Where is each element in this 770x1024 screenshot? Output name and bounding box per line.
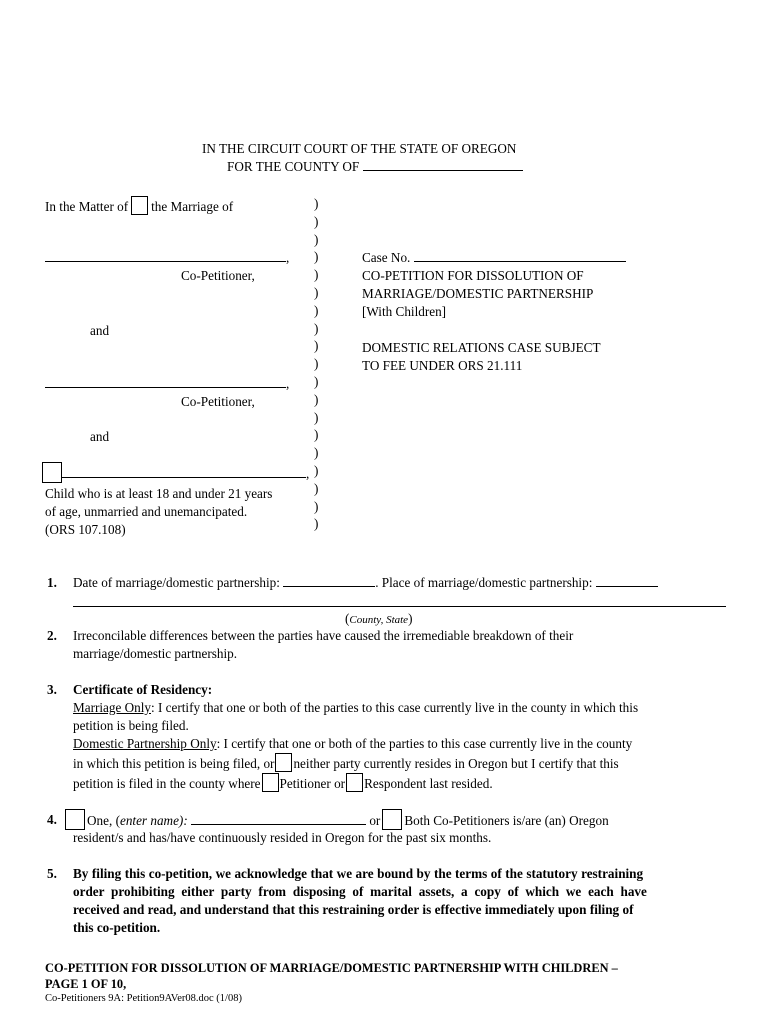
- both-label: Both Co-Petitioners is/are (an) Oregon: [404, 813, 609, 828]
- marriage-only-line-2: petition is being filed.: [73, 718, 189, 733]
- co-petitioner-1-line: [45, 249, 289, 267]
- paren: ): [314, 231, 319, 247]
- paren: ): [314, 302, 319, 318]
- child-desc-2: of age, unmarried and unemancipated.: [45, 504, 248, 519]
- item-5-number: 5.: [47, 866, 57, 881]
- paren: ): [314, 196, 319, 211]
- court-title: IN THE CIRCUIT COURT OF THE STATE OF OREGON: [202, 141, 517, 156]
- dp-line-3c: Respondent last resided.: [364, 776, 493, 791]
- paren: ): [314, 338, 319, 354]
- marriage-only-label: Marriage Only: [73, 700, 151, 715]
- marriage-place-label: . Place of marriage/domestic partnership:: [375, 575, 593, 590]
- in-matter-label: In the Matter of: [45, 199, 129, 214]
- marriage-only-text: : I certify that one or both of the parties to this case currently live in the county in which this: [151, 700, 639, 715]
- doc-title-3: [With Children]: [362, 304, 447, 319]
- item-1-line: [73, 574, 658, 592]
- case-no-line: [362, 249, 626, 267]
- item-5-line-1: By filing this co-petition, we acknowledge that we are bound by the terms of the statutory restraining: [73, 866, 644, 881]
- one-label: One, (: [87, 813, 120, 828]
- paren: ): [314, 267, 319, 283]
- paren-open: (: [345, 611, 350, 626]
- co-petitioner-1-label: Co-Petitioner,: [181, 268, 255, 283]
- county-line: [227, 158, 523, 176]
- paren: ): [314, 480, 319, 496]
- county-input[interactable]: [363, 158, 523, 171]
- county-state-label: County, State: [349, 614, 409, 626]
- child-line: [42, 462, 309, 483]
- footer-doc-id: Co-Petitioners 9A: Petition9AVer08.doc (1/08): [45, 993, 242, 1004]
- residency-heading: Certificate of Residency:: [73, 682, 213, 697]
- and-label-2: and: [90, 429, 110, 444]
- both-parties-checkbox[interactable]: [382, 809, 402, 830]
- dp-line-3a: petition is filed in the county where: [73, 776, 261, 791]
- co-petitioner-1-name-input[interactable]: [45, 249, 286, 262]
- paren: ): [314, 320, 319, 336]
- paren: ): [314, 445, 319, 461]
- item-2-line-2: marriage/domestic partnership.: [73, 646, 238, 661]
- county-state-note: [345, 610, 412, 628]
- paren-close: ): [408, 611, 413, 626]
- caption-divider: [314, 195, 324, 533]
- item-2-number: 2.: [47, 628, 57, 643]
- petitioner-checkbox[interactable]: [262, 773, 279, 792]
- co-petitioner-2-name-input[interactable]: [45, 375, 286, 388]
- paren: ): [314, 409, 319, 425]
- comma: ,: [286, 250, 290, 265]
- resident-name-input[interactable]: [191, 812, 366, 825]
- marriage-of-label: the Marriage of: [151, 199, 234, 214]
- dp-line-3b: Petitioner or: [279, 776, 346, 791]
- footer-title: CO-PETITION FOR DISSOLUTION OF MARRIAGE/DOMESTIC PARTNERSHIP WITH CHILDREN –: [45, 961, 618, 975]
- neither-party-checkbox[interactable]: [275, 753, 292, 772]
- dp-only-line: [73, 735, 632, 753]
- child-name-input[interactable]: [62, 465, 306, 478]
- matter-line: [45, 196, 233, 216]
- and-label-1: and: [90, 323, 110, 338]
- item-4-line: [65, 809, 609, 830]
- marriage-date-label: Date of marriage/domestic partnership:: [73, 575, 280, 590]
- item-4-number: 4.: [47, 812, 57, 827]
- enter-name-label: enter name):: [119, 813, 188, 828]
- paren: ): [314, 391, 319, 407]
- child-desc-1: Child who is at least 18 and under 21 years: [45, 486, 273, 501]
- paren: ): [314, 373, 319, 389]
- item-1-number: 1.: [47, 575, 57, 590]
- item-3-number: 3.: [47, 682, 57, 697]
- paren: ): [314, 427, 319, 443]
- child-desc-3: (ORS 107.108): [45, 522, 126, 537]
- marriage-date-input[interactable]: [283, 574, 375, 587]
- case-no-label: Case No.: [362, 250, 411, 265]
- dp-line-3: [73, 773, 493, 793]
- item-5-line-2: order prohibiting either party from disposing of marital assets, a copy of which we each have: [73, 884, 647, 899]
- doc-title-2: MARRIAGE/DOMESTIC PARTNERSHIP: [362, 286, 594, 301]
- paren: ): [314, 516, 319, 532]
- paren: ): [314, 249, 319, 265]
- item-5-line-4: this co-petition.: [73, 920, 161, 935]
- fee-line-2: TO FEE UNDER ORS 21.111: [362, 358, 523, 373]
- item-5-line-3: received and read, and understand that this restraining order is effective immediately upon filing of: [73, 902, 634, 917]
- item-4-line-2: resident/s and has/have continuously resided in Oregon for the past six months.: [73, 830, 492, 845]
- marriage-place-input[interactable]: [596, 574, 658, 587]
- fee-line-1: DOMESTIC RELATIONS CASE SUBJECT: [362, 340, 601, 355]
- county-state-input[interactable]: [73, 594, 726, 607]
- footer-page: PAGE 1 OF 10,: [45, 977, 127, 991]
- item-2-line-1: Irreconcilable differences between the parties have caused the irremediable breakdown of their: [73, 628, 574, 643]
- paren: ): [314, 213, 319, 229]
- comma: ,: [306, 466, 310, 481]
- doc-title-1: CO-PETITION FOR DISSOLUTION OF: [362, 268, 584, 283]
- comma: ,: [286, 376, 290, 391]
- paren: ): [314, 462, 319, 478]
- dp-only-text: : I certify that one or both of the parties to this case currently live in the county: [216, 736, 633, 751]
- child-checkbox[interactable]: [42, 462, 62, 483]
- case-no-input[interactable]: [414, 249, 626, 262]
- dp-line-2a: in which this petition is being filed, or: [73, 756, 275, 771]
- paren: ): [314, 356, 319, 372]
- one-party-checkbox[interactable]: [65, 809, 85, 830]
- county-label: FOR THE COUNTY OF: [227, 159, 360, 174]
- paren: ): [314, 284, 319, 300]
- paren: ): [314, 498, 319, 514]
- or-label: or: [369, 813, 381, 828]
- dp-line-2b: neither party currently resides in Oregon but I certify that this: [293, 756, 619, 771]
- marriage-checkbox[interactable]: [131, 196, 148, 215]
- dp-only-label: Domestic Partnership Only: [73, 736, 217, 751]
- dp-line-2: [73, 753, 619, 773]
- co-petitioner-2-label: Co-Petitioner,: [181, 394, 255, 409]
- marriage-only-line: [73, 699, 638, 717]
- co-petitioner-2-line: [45, 375, 289, 393]
- respondent-checkbox[interactable]: [346, 773, 363, 792]
